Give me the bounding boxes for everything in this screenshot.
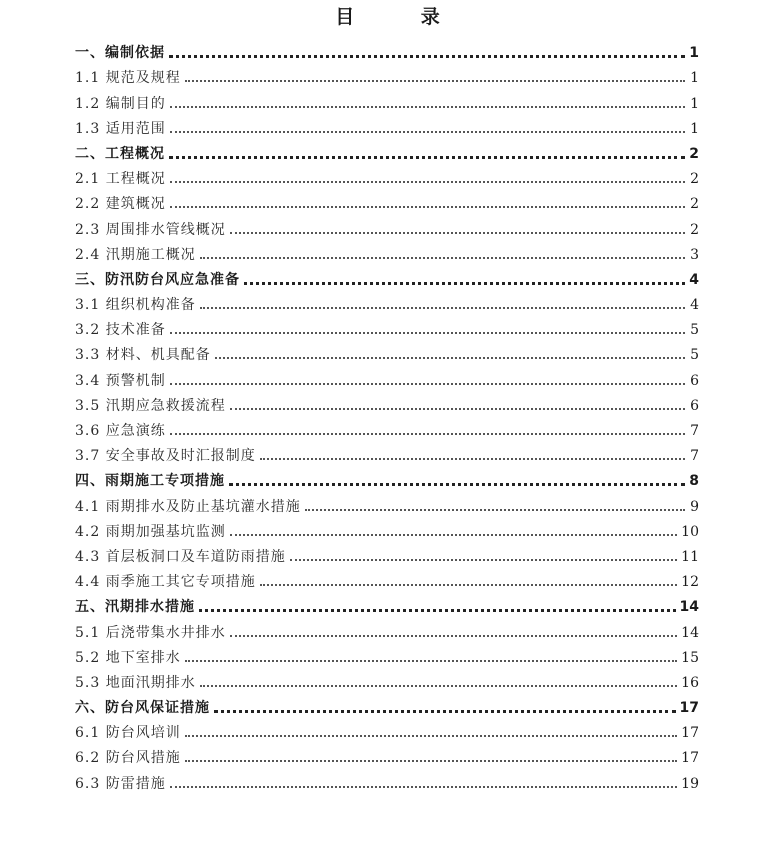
toc-subsection-entry[interactable] bbox=[75, 744, 699, 769]
toc-dot-leader bbox=[200, 307, 685, 309]
toc-subsection-entry[interactable] bbox=[75, 719, 699, 744]
toc-dot-leader bbox=[170, 206, 685, 208]
toc-dot-leader bbox=[290, 559, 677, 561]
toc-dot-leader bbox=[185, 660, 677, 662]
toc-entry-page-number: 6 bbox=[690, 372, 699, 389]
toc-entry-page-number: 14 bbox=[681, 624, 699, 641]
toc-entry-page-number: 12 bbox=[681, 574, 699, 591]
toc-dot-leader bbox=[305, 509, 685, 511]
toc-entry-label: 3.7 安全事故及时汇报制度 bbox=[75, 448, 256, 465]
toc-entry-label: 3.3 材料、机具配备 bbox=[75, 347, 211, 364]
toc-entry-page-number: 15 bbox=[681, 649, 699, 666]
toc-entry-page-number: 5 bbox=[690, 347, 699, 364]
toc-dot-leader bbox=[244, 282, 685, 285]
toc-subsection-entry[interactable] bbox=[75, 190, 699, 215]
toc-section-entry[interactable] bbox=[75, 593, 699, 618]
toc-entry-label: 6.1 防台风培训 bbox=[75, 725, 181, 742]
toc-entry-label: 1.2 编制目的 bbox=[75, 95, 166, 112]
toc-subsection-entry[interactable] bbox=[75, 215, 699, 240]
toc-dot-leader bbox=[260, 584, 677, 586]
toc-entry-label: 2.1 工程概况 bbox=[75, 171, 166, 188]
toc-entry-page-number: 4 bbox=[690, 297, 699, 314]
toc-dot-leader bbox=[170, 786, 677, 788]
toc-entry-label: 一、编制依据 bbox=[75, 45, 165, 62]
toc-subsection-entry[interactable] bbox=[75, 115, 699, 140]
toc-entry-label: 3.6 应急演练 bbox=[75, 423, 166, 439]
toc-entry-page-number: 2 bbox=[690, 171, 699, 188]
toc-entry-label: 5.1 后浇带集水井排水 bbox=[75, 624, 226, 641]
toc-subsection-entry[interactable] bbox=[75, 341, 699, 366]
toc-entry-page-number: 17 bbox=[681, 750, 699, 767]
toc-entry-label: 3.2 技术准备 bbox=[75, 322, 166, 339]
toc-entry-label: 4.2 雨期加强基坑监测 bbox=[75, 523, 226, 540]
toc-entry-page-number: 9 bbox=[690, 498, 699, 515]
toc-entry-page-number: 3 bbox=[690, 246, 699, 263]
toc-dot-leader bbox=[170, 181, 685, 183]
toc-dot-leader bbox=[169, 55, 685, 58]
toc-entry-page-number: 2 bbox=[690, 196, 699, 213]
toc-entry-page-number: 2 bbox=[689, 145, 699, 162]
toc-entry-page-number: 11 bbox=[681, 548, 699, 565]
toc-subsection-entry[interactable] bbox=[75, 492, 699, 517]
toc-dot-leader bbox=[169, 156, 685, 159]
toc-entry-label: 4.4 雨季施工其它专项措施 bbox=[75, 574, 256, 591]
toc-dot-leader bbox=[200, 685, 677, 687]
toc-dot-leader bbox=[185, 80, 685, 82]
toc-subsection-entry[interactable] bbox=[75, 316, 699, 341]
toc-subsection-entry[interactable] bbox=[75, 644, 699, 669]
toc-entry-label: 2.3 周围排水管线概况 bbox=[75, 221, 226, 238]
toc-entry-label: 6.3 防雷措施 bbox=[75, 775, 166, 792]
toc-entry-label: 六、防台风保证措施 bbox=[75, 700, 210, 717]
toc-dot-leader bbox=[200, 257, 685, 259]
toc-dot-leader bbox=[199, 609, 676, 612]
toc-subsection-entry[interactable] bbox=[75, 241, 699, 266]
toc-entry-label: 3.4 预警机制 bbox=[75, 372, 166, 389]
toc-dot-leader bbox=[185, 760, 677, 762]
toc-entry-label: 二、工程概况 bbox=[75, 145, 165, 162]
toc-subsection-entry[interactable] bbox=[75, 543, 699, 568]
toc-subsection-entry[interactable] bbox=[75, 518, 699, 543]
toc-subsection-entry[interactable] bbox=[75, 64, 699, 89]
toc-entry-page-number: 19 bbox=[681, 775, 699, 792]
toc-entry-page-number: 1 bbox=[689, 45, 699, 62]
toc-subsection-entry[interactable] bbox=[75, 618, 699, 643]
toc-subsection-entry[interactable] bbox=[75, 417, 699, 442]
toc-dot-leader bbox=[170, 433, 685, 435]
toc-entry-label: 6.2 防台风措施 bbox=[75, 750, 181, 767]
toc-dot-leader bbox=[229, 483, 685, 486]
toc-subsection-entry[interactable] bbox=[75, 392, 699, 417]
toc-dot-leader bbox=[170, 383, 685, 385]
toc-entry-page-number: 1 bbox=[690, 120, 699, 137]
toc-entry-label: 五、汛期排水措施 bbox=[75, 599, 195, 616]
toc-subsection-entry[interactable] bbox=[75, 165, 699, 190]
toc-subsection-entry[interactable] bbox=[75, 291, 699, 316]
toc-dot-leader bbox=[260, 458, 685, 460]
toc-entry-page-number: 5 bbox=[690, 322, 699, 339]
toc-entry-page-number: 17 bbox=[679, 700, 699, 717]
toc-subsection-entry[interactable] bbox=[75, 669, 699, 694]
toc-dot-leader bbox=[215, 357, 685, 359]
toc-entry-label: 5.2 地下室排水 bbox=[75, 649, 181, 666]
toc-entry-label: 2.4 汛期施工概况 bbox=[75, 246, 196, 263]
toc-entry-page-number: 7 bbox=[690, 448, 699, 465]
toc-subsection-entry[interactable] bbox=[75, 442, 699, 467]
toc-entry-label: 2.2 建筑概况 bbox=[75, 196, 166, 213]
toc-entry-label: 三、防汛防台风应急准备 bbox=[75, 271, 240, 288]
table-of-contents bbox=[75, 39, 699, 795]
toc-entry-page-number: 8 bbox=[689, 473, 699, 490]
toc-entry-label: 4.1 雨期排水及防止基坑灌水措施 bbox=[75, 498, 301, 515]
toc-entry-page-number: 17 bbox=[681, 725, 699, 742]
toc-dot-leader bbox=[214, 710, 676, 713]
toc-entry-page-number: 1 bbox=[690, 95, 699, 112]
toc-dot-leader bbox=[230, 232, 685, 234]
toc-entry-page-number: 10 bbox=[681, 523, 699, 540]
toc-entry-label: 4.3 首层板洞口及车道防雨措施 bbox=[75, 548, 286, 565]
toc-section-entry[interactable] bbox=[75, 39, 699, 64]
toc-entry-label: 1.3 适用范围 bbox=[75, 120, 166, 137]
toc-dot-leader bbox=[185, 735, 677, 737]
toc-section-entry[interactable] bbox=[75, 266, 699, 291]
toc-dot-leader bbox=[170, 106, 685, 108]
toc-subsection-entry[interactable] bbox=[75, 89, 699, 114]
toc-entry-label: 3.1 组织机构准备 bbox=[75, 297, 196, 314]
toc-entry-page-number: 4 bbox=[689, 271, 699, 288]
toc-dot-leader bbox=[230, 534, 677, 536]
toc-entry-label: 5.3 地面汛期排水 bbox=[75, 674, 196, 691]
toc-entry-page-number: 14 bbox=[679, 599, 699, 616]
toc-dot-leader bbox=[230, 635, 677, 637]
toc-entry-label: 四、雨期施工专项措施 bbox=[75, 473, 225, 490]
toc-entry-label: 3.5 汛期应急救援流程 bbox=[75, 397, 226, 414]
toc-subsection-entry[interactable] bbox=[75, 769, 699, 794]
toc-entry-page-number: 1 bbox=[690, 70, 699, 87]
toc-section-entry[interactable] bbox=[75, 467, 699, 492]
toc-entry-page-number: 2 bbox=[690, 221, 699, 238]
toc-entry-page-number: 7 bbox=[690, 423, 699, 439]
toc-entry-page-number: 16 bbox=[681, 674, 699, 691]
toc-subsection-entry[interactable] bbox=[75, 568, 699, 593]
toc-entry-label: 1.1 规范及规程 bbox=[75, 70, 181, 87]
toc-dot-leader bbox=[230, 408, 685, 410]
toc-section-entry[interactable] bbox=[75, 694, 699, 719]
toc-section-entry[interactable] bbox=[75, 140, 699, 165]
toc-dot-leader bbox=[170, 332, 685, 334]
toc-entry-page-number: 6 bbox=[690, 397, 699, 414]
page-title: 目 录 bbox=[335, 6, 470, 28]
toc-subsection-entry[interactable] bbox=[75, 366, 699, 391]
toc-dot-leader bbox=[170, 131, 685, 133]
